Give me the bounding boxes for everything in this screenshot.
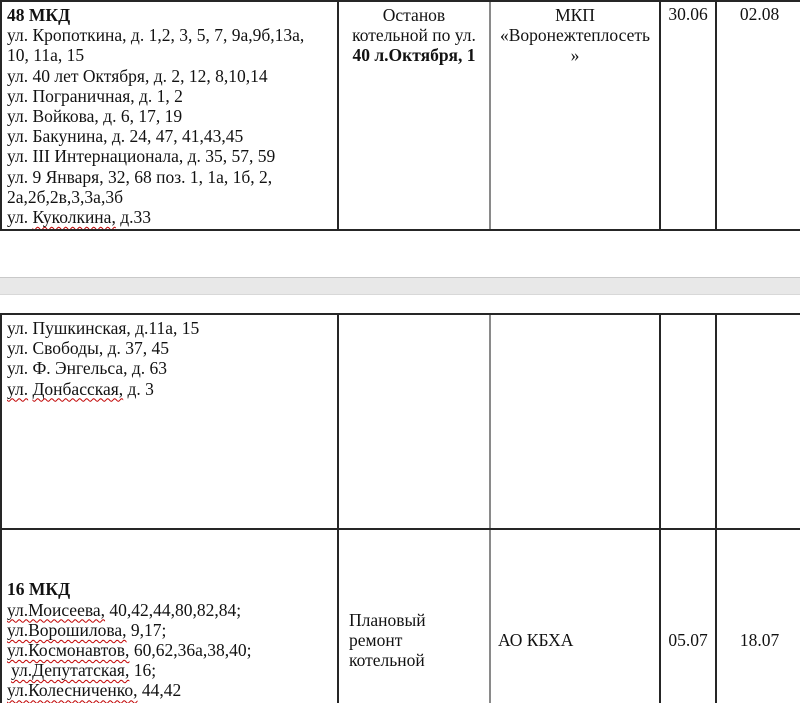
table-row: [2, 2, 800, 229]
organization-text: АО КБХА: [498, 629, 574, 650]
reason-text: котельной: [349, 650, 425, 671]
address-line: [7, 640, 335, 660]
misspelled-word: ул.Ворошилова,: [7, 619, 127, 640]
table-row: [2, 530, 800, 703]
address-line: ул. Пушкинская, д.11а, 15: [7, 318, 200, 338]
organization-cell: [491, 2, 661, 229]
start-date-cell: [661, 315, 717, 528]
misspelled-word: ул.Моисеева,: [7, 599, 106, 620]
address-line: ул. Бакунина, д. 24, 47, 41,43,45: [7, 126, 244, 147]
end-date: 18.07: [739, 629, 780, 650]
address-line: 2а,2б,2в,3,3а,3б: [7, 186, 123, 207]
organization-cell: [491, 530, 661, 703]
address-text: 16;: [129, 660, 157, 681]
address-line: ул. Войкова, д. 6, 17, 19: [7, 106, 183, 127]
address-group-title: 48 МКД: [7, 5, 71, 25]
reason-text: Плановый: [349, 609, 426, 630]
reason-address-bold: 40 л.Октября, 1: [352, 45, 476, 66]
organization-cell: [491, 315, 661, 528]
address-line: [7, 660, 335, 680]
shutdown-reason-cell: [339, 530, 491, 703]
address-line: [7, 379, 335, 399]
end-date: 02.08: [739, 4, 780, 24]
misspelled-word: ул.: [7, 378, 29, 399]
end-date-cell: [717, 2, 800, 229]
start-date: 05.07: [668, 629, 708, 650]
misspelled-word: ул.Космонавтов,: [7, 640, 130, 660]
address-list-cell: [2, 2, 339, 229]
address-line: [7, 620, 335, 640]
end-date-cell: [717, 530, 800, 703]
page-break-gap: [0, 277, 800, 295]
address-line: ул. Кропоткина, д. 1,2, 3, 5, 7, 9а,9б,13а,: [7, 25, 305, 46]
address-list-cell: [2, 315, 339, 528]
address-line: ул. Пограничная, д. 1, 2: [7, 85, 183, 106]
address-text: 40,42,44,80,82,84;: [105, 599, 242, 620]
address-line: ул. 40 лет Октября, д. 2, 12, 8,10,14: [7, 65, 268, 86]
address-line: ул. 9 Января, 32, 68 поз. 1, 1а, 1б, 2,: [7, 166, 273, 187]
start-date-cell: [661, 530, 717, 703]
start-date: 30.06: [668, 4, 708, 24]
start-date-cell: [661, 2, 717, 229]
address-text: д. 3: [123, 378, 154, 399]
organization-text: »: [570, 45, 580, 66]
address-list-cell: [2, 530, 339, 703]
shutdown-reason-cell: [339, 315, 491, 528]
misspelled-word: Донбасская,: [32, 378, 124, 399]
address-text: д.33: [115, 207, 151, 228]
organization-text: «Воронежтеплосеть: [500, 25, 650, 46]
address-line: ул. III Интернационала, д. 35, 57, 59: [7, 146, 276, 167]
schedule-table-page1: [0, 0, 800, 231]
misspelled-word: ул.Депутатская,: [11, 660, 130, 681]
address-text: 9,17;: [126, 619, 167, 640]
address-group-title: 16 МКД: [7, 579, 71, 600]
organization-text: МКП: [555, 5, 595, 25]
reason-text: ремонт: [349, 629, 403, 650]
reason-text: котельной по ул.: [352, 25, 476, 46]
address-line: [7, 207, 335, 227]
end-date-cell: [717, 315, 800, 528]
address-line: [7, 600, 335, 620]
shutdown-reason-cell: [339, 2, 491, 229]
address-line: [7, 680, 335, 700]
table-row: [2, 315, 800, 530]
address-line: ул. Свободы, д. 37, 45: [7, 338, 169, 359]
address-line: 10, 11а, 15: [7, 45, 85, 66]
misspelled-word: Куколкина,: [32, 207, 116, 228]
address-text: 60,62,36а,38,40;: [129, 640, 252, 660]
address-text: 44,42: [137, 680, 182, 701]
reason-text: Останов: [382, 5, 446, 25]
address-text: ул.: [7, 207, 33, 228]
address-line: ул. Ф. Энгельса, д. 63: [7, 358, 168, 379]
schedule-table-page2: [0, 313, 800, 703]
misspelled-word: ул.Колесниченко,: [7, 680, 138, 701]
